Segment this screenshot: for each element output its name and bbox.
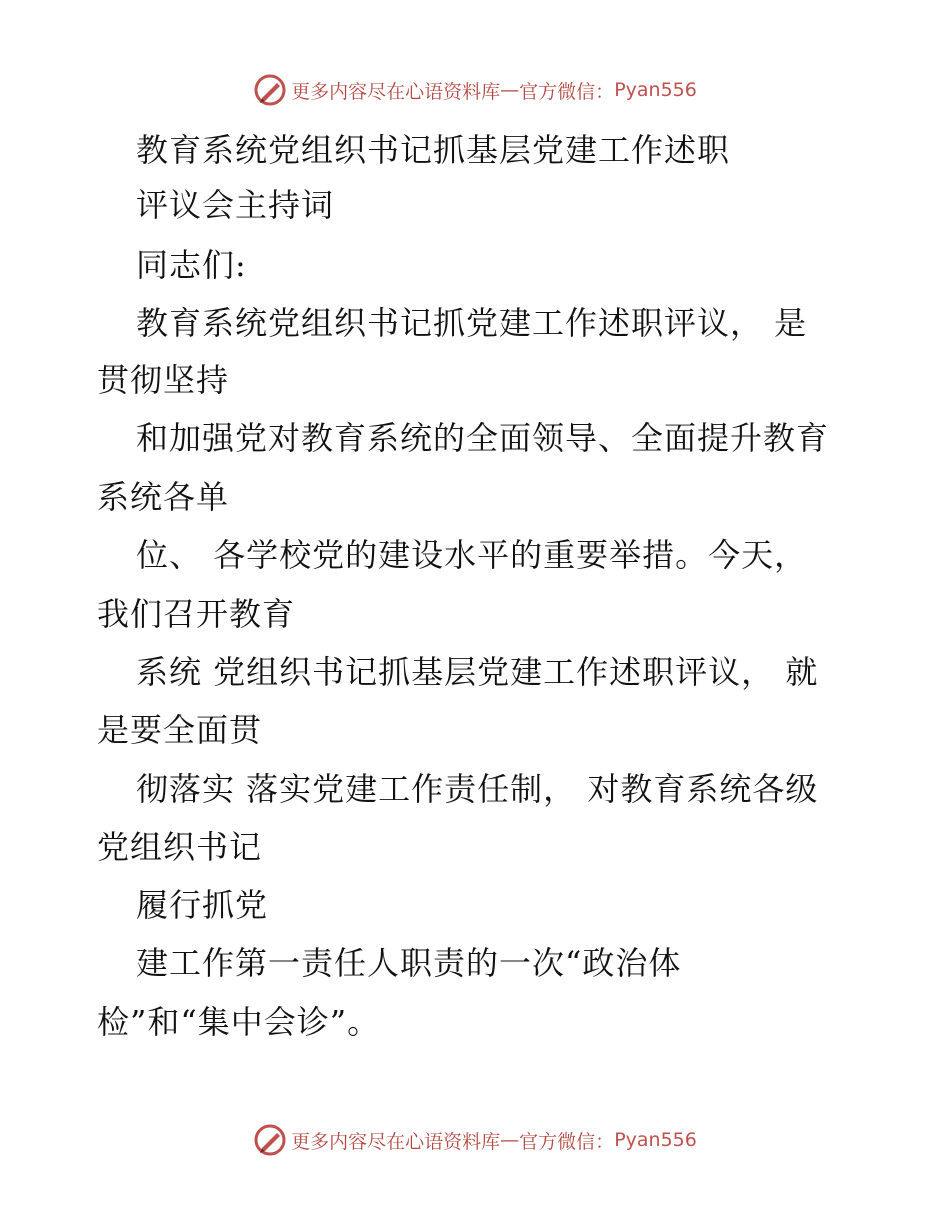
paragraph-line: 和加强党对教育系统的全面领导、全面提升教育 <box>136 419 830 457</box>
paragraph-line: 系统 党组织书记抓基层党建工作述职评议， 就 <box>136 653 819 691</box>
paragraph-line: 教育系统党组织书记抓党建工作述职评议， 是 <box>136 304 808 342</box>
paragraph-line: 我们召开教育 <box>97 595 296 633</box>
header-watermark <box>0 70 950 110</box>
paragraph-line: 党组织书记 <box>97 828 263 866</box>
paragraph-line: 履行抓党 <box>136 886 269 924</box>
watermark-dash: — <box>500 1129 520 1151</box>
watermark-sub: 官方微信： <box>519 1130 615 1153</box>
paragraph-line: 系统各单 <box>97 478 230 516</box>
paragraph-line: 贯彻坚持 <box>97 361 230 399</box>
paragraph-line: 位、 各学校党的建设水平的重要举措。今天， <box>136 536 808 574</box>
watermark-sub: 官方微信： <box>519 80 615 103</box>
paragraph-line: 彻落实 落实党建工作责任制， 对教育系统各级 <box>136 770 819 808</box>
watermark-dash: — <box>500 79 520 101</box>
watermark-text: 更多内容尽在心语资料库 <box>291 1130 501 1153</box>
watermark-id: Pyan556 <box>614 1129 697 1151</box>
doc-title-line-2: 评议会主持词 <box>136 186 335 224</box>
pen-logo-icon <box>253 73 287 107</box>
watermark-id: Pyan556 <box>614 79 697 101</box>
paragraph-line: 检”和“集中会诊”。 <box>97 1003 381 1041</box>
pen-logo-icon <box>253 1123 287 1157</box>
footer-watermark <box>0 1120 950 1160</box>
salutation: 同志们: <box>136 246 247 284</box>
doc-title-line-1: 教育系统党组织书记抓基层党建工作述职 <box>136 131 731 169</box>
paragraph-line: 建工作第一责任人职责的一次“政治体 <box>136 944 682 982</box>
paragraph-line: 是要全面贯 <box>97 711 263 749</box>
watermark-text: 更多内容尽在心语资料库 <box>291 80 501 103</box>
